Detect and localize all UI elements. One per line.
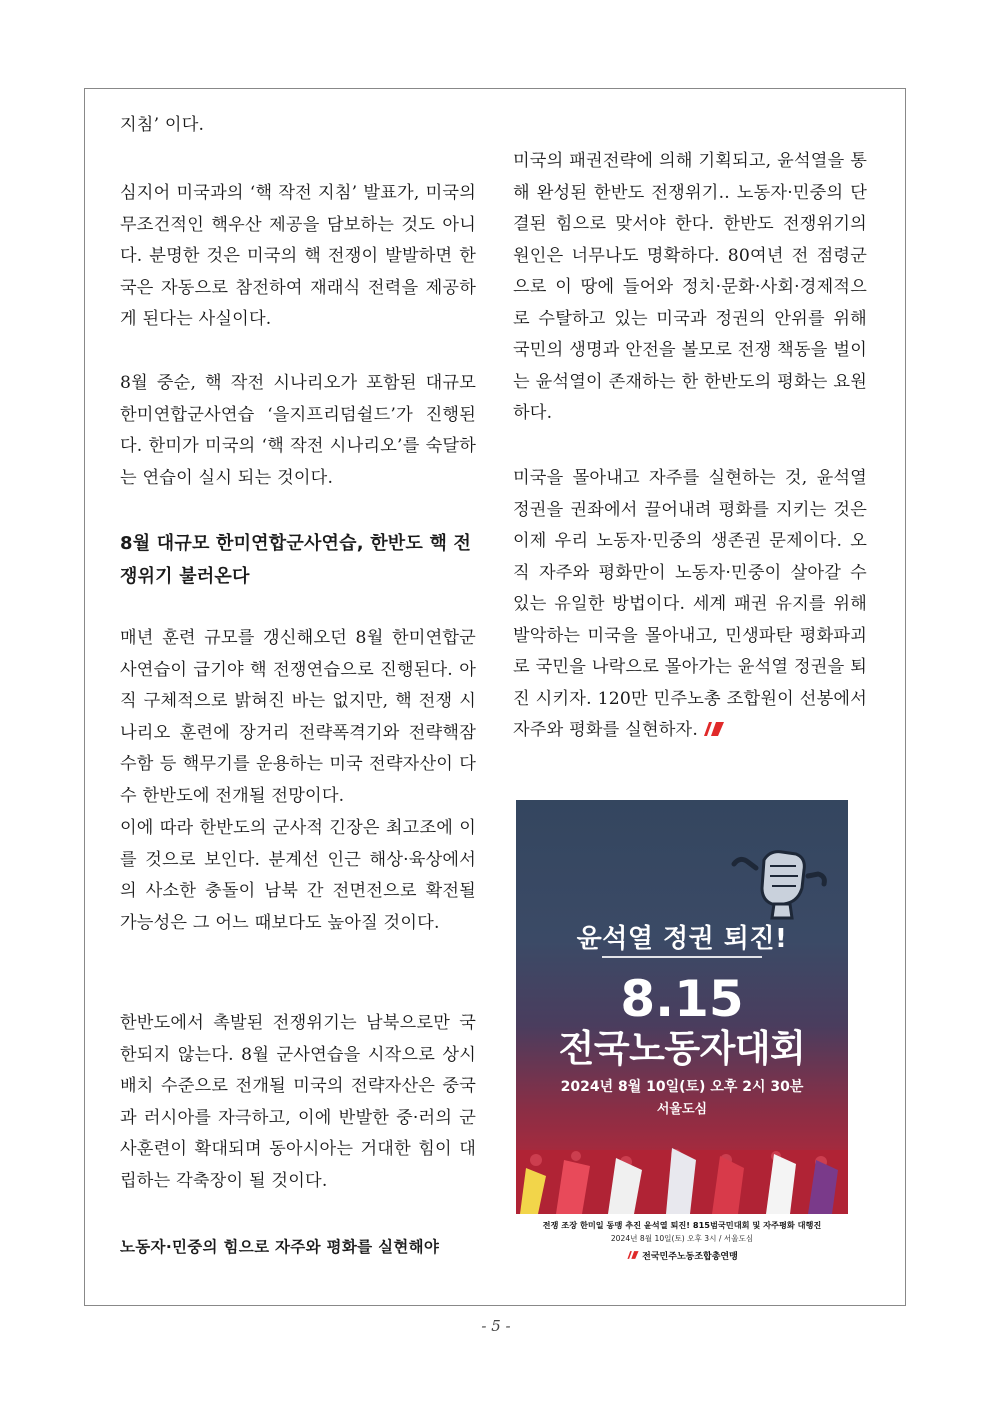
left-paragraph-1: 지침’ 이다.	[120, 115, 205, 135]
section-heading: 8월 대규모 한미연합군사연습, 한반도 핵 전쟁위기 불러온다	[120, 533, 472, 587]
left-paragraph-6: 한반도에서 촉발된 전쟁위기는 남북으로만 국한되지 않는다. 8월 군사연습을 시작으로 상시 배치 수준으로 전개될 미국의 전략자산은 중국과 러시아를 자극하고, 이에 반발한 중·러의 군사훈련이 확대되며 동아시아는 거대한 힘이 대립하는 각축장이 될 것이다.	[120, 1013, 476, 1191]
banner-line-1: 전쟁 조장 한미일 동맹 추진 윤석열 퇴진! 815범국민대회 및 자주평화 대행진	[542, 1220, 822, 1230]
poster-divider	[602, 956, 762, 958]
poster-place: 서울도심	[656, 1102, 708, 1117]
poster-datetime: 2024년 8월 10일(토) 오후 2시 30분	[560, 1079, 804, 1095]
rally-poster	[516, 800, 848, 1270]
left-paragraph-4: 매년 훈련 규모를 갱신해오던 8월 한미연합군사연습이 급기야 핵 전쟁연습으로 진행된다. 아직 구체적으로 밝혀진 바는 없지만, 핵 전쟁 시나리오 훈련에 장거리 전략폭격기와 전략핵잠수함 등 핵무기를 운용하는 미국 전략자산이 다수 한반도에 전개될 전망이다.	[120, 628, 476, 806]
poster-banner	[516, 1214, 848, 1270]
page-number: - 5 -	[481, 1317, 511, 1335]
poster-slogan: 윤석열 정권 퇴진!	[576, 924, 788, 954]
poster-event-title: 전국노동자대회	[558, 1027, 806, 1070]
fist-broken-chain-icon	[726, 840, 836, 920]
left-paragraph-3: 8월 중순, 핵 작전 시나리오가 포함된 대규모 한미연합군사연습 ‘을지프리덤쉴드’가 진행된다. 한미가 미국의 ‘핵 작전 시나리오’를 숙달하는 연습이 실시 되는 것이다.	[120, 373, 476, 488]
left-paragraph-2: 심지어 미국과의 ‘핵 작전 지침’ 발표가, 미국의 무조건적인 핵우산 제공을 담보하는 것도 아니다. 분명한 것은 미국의 핵 전쟁이 발발하면 한국은 자동으로 참전하여 재래식 전력을 제공하게 된다는 사실이다.	[120, 183, 476, 329]
kctu-logo-icon	[626, 1250, 640, 1260]
kctu-logo-icon	[702, 718, 726, 750]
right-paragraph-1: 미국의 패권전략에 의해 기획되고, 윤석열을 통해 완성된 한반도 전쟁위기.. 노동자·민중의 단결된 힘으로 맞서야 한다. 한반도 전쟁위기의 원인은 너무나도 명확하다. 80여년 전 점령군으로 이 땅에 들어와 정치·문화·사회·경제적으로 수탈하고 있는 미국과 정권의 안위를 위해 국민의 생명과 안전을 볼모로 전쟁 책동을 벌이는 윤석열이 존재하는 한 한반도의 평화는 요원하다.	[513, 151, 867, 423]
banner-org: 전국민주노동조합총연맹	[516, 1249, 848, 1262]
right-paragraph-2: 미국을 몰아내고 자주를 실현하는 것, 윤석열 정권을 권좌에서 끌어내려 평화를 지키는 것은 이제 우리 노동자·민중의 생존권 문제이다. 오직 자주와 평화만이 노동자·민중이 살아갈 수 있는 유일한 방법이다. 세계 패권 유지를 위해 발악하는 미국을 몰아내고, 민생파탄 평화파괴로 국민을 나락으로 몰아가는 윤석열 정권을 퇴진 시키자. 120만 민주노총 조합원이 선봉에서 자주와 평화를 실현하자.	[513, 463, 867, 750]
section-subheading: 노동자·민중의 힘으로 자주와 평화를 실현해야	[120, 1238, 440, 1256]
crowd-flags-image	[516, 1130, 848, 1214]
left-paragraph-5: 이에 따라 한반도의 군사적 긴장은 최고조에 이를 것으로 보인다. 분계선 인근 해상·육상에서의 사소한 충돌이 남북 간 전면전으로 확전될 가능성은 그 어느 때보다도 높아질 것이다.	[120, 818, 476, 933]
banner-line-2: 2024년 8월 10일(토) 오후 3시 / 서울도심	[610, 1234, 754, 1243]
poster-date-big: 8.15	[620, 970, 744, 1028]
